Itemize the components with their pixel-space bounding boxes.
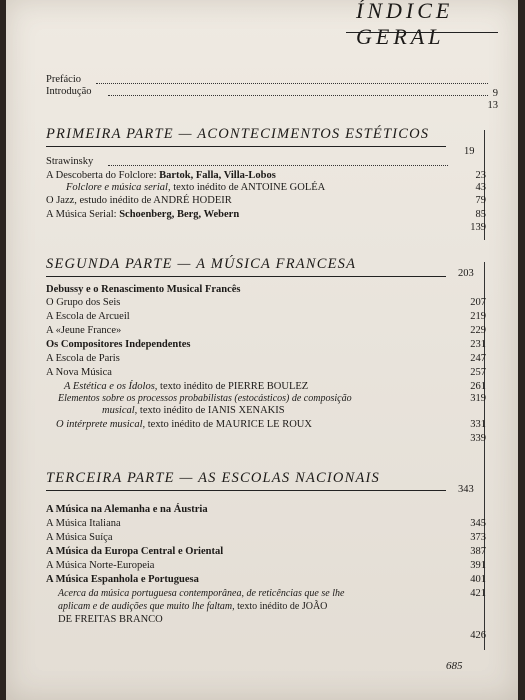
entry-text: Prefácio: [46, 74, 81, 85]
page-number-ref: 85: [475, 209, 486, 220]
entry-text: O Grupo dos Seis: [46, 297, 121, 308]
page-number-ref: 23: [475, 170, 486, 181]
entry-italic-text: aplicam e de audições que muito lhe faltam,: [58, 601, 235, 612]
entry-text: A Música Espanhola e Portuguesa: [46, 574, 199, 585]
entry-bold-text: Bartok, Falla, Villa-Lobos: [159, 170, 276, 181]
toc-entry: [46, 297, 488, 309]
part-heading-segunda: [46, 256, 356, 273]
toc-entry: [58, 614, 488, 626]
page-number-ref: 207: [470, 297, 486, 308]
toc-entry: [46, 560, 488, 572]
page-number-ref: 319: [470, 393, 486, 404]
entry-text: texto inédito de JOÃO: [234, 601, 328, 612]
entry-text: A Escola de Paris: [46, 353, 120, 364]
toc-entry: [46, 195, 488, 207]
toc-entry: [46, 156, 488, 168]
page-number-ref: 257: [470, 367, 486, 378]
title-rule: [346, 32, 498, 33]
entry-italic-text: O intérprete musical,: [56, 419, 146, 430]
page-number-ref: 345: [470, 518, 486, 529]
toc-entry: [58, 393, 488, 405]
toc-entry: [46, 325, 488, 337]
part-page-number: 19: [464, 146, 475, 157]
toc-entry: [46, 284, 488, 296]
entry-italic-text: Folclore e música serial,: [66, 182, 171, 193]
entry-text: texto inédito de ANTOINE GOLÉA: [170, 182, 326, 193]
page-number-ref: 401: [470, 574, 486, 585]
entry-text: A Nova Música: [46, 367, 112, 378]
entry-text: A Música Italiana: [46, 518, 121, 529]
toc-entry: [58, 588, 488, 600]
entry-italic-text: A Estética e os Ídolos,: [64, 381, 158, 392]
entry-text: A Escola de Arcueil: [46, 311, 130, 322]
page-number-ref: 79: [475, 195, 486, 206]
entry-text: texto inédito de IANIS XENAKIS: [137, 405, 285, 416]
page-number-ref: 339: [470, 433, 486, 444]
toc-entry: [102, 405, 488, 417]
entry-text: O Jazz, estudo inédito de ANDRÉ HODEIR: [46, 195, 232, 206]
book-page: [6, 0, 518, 700]
entry-text: A Música na Alemanha e na Áustria: [46, 504, 208, 515]
page-number: 685: [446, 660, 463, 672]
page-number-ref: 373: [470, 532, 486, 543]
part-page-number: 203: [458, 268, 474, 279]
entry-text: texto inédito de MAURICE LE ROUX: [145, 419, 312, 430]
toc-entry-introducao: [46, 86, 488, 98]
part-title: SEGUNDA PARTE — A MÚSICA FRANCESA: [46, 256, 357, 272]
toc-entry: [46, 532, 488, 544]
page-number-ref: 247: [470, 353, 486, 364]
page-number-ref: 387: [470, 546, 486, 557]
toc-entry: [46, 574, 488, 586]
part-rule: [46, 146, 446, 147]
entry-text: A Música da Europa Central e Oriental: [46, 546, 224, 557]
entry-text: A Música Serial:: [46, 209, 120, 220]
leader-dots: [108, 83, 488, 96]
entry-text: Os Compositores Independentes: [46, 339, 191, 350]
toc-entry: [46, 170, 488, 182]
toc-entry: [66, 182, 488, 194]
page-number-ref: 219: [470, 311, 486, 322]
part-title: PRIMEIRA PARTE — ACONTECIMENTOS ESTÉTICOS: [46, 126, 430, 142]
entry-text: A Música Norte-Europeia: [46, 560, 155, 571]
toc-entry: [46, 518, 488, 530]
entry-text: A «Jeune France»: [46, 325, 122, 336]
toc-entry: [46, 353, 488, 365]
page-number-ref: 9: [492, 88, 498, 99]
entry-text: Strawinsky: [46, 156, 94, 167]
page-number-ref: 43: [475, 182, 486, 193]
page-number-ref: 139: [470, 222, 486, 233]
toc-entry: [46, 339, 488, 351]
toc-entry: [46, 209, 488, 221]
entry-italic-text: musical,: [102, 405, 138, 416]
toc-entry: [46, 367, 488, 379]
leader-dots: [108, 153, 448, 166]
entry-bold-text: Schoenberg, Berg, Webern: [119, 209, 240, 220]
entry-italic-text: Elementos sobre os processos probabilistas (estocásticos) de composição: [58, 393, 352, 404]
entry-text: Introdução: [46, 86, 92, 97]
page-number-ref: 229: [470, 325, 486, 336]
part-heading-primeira: [46, 126, 429, 143]
entry-text: A Descoberta do Folclore:: [46, 170, 160, 181]
page-title: ÍNDICE GERAL: [356, 0, 454, 49]
part-rule: [46, 490, 446, 491]
entry-text: Debussy e o Renascimento Musical Francês: [46, 284, 241, 295]
toc-entry: [46, 546, 488, 558]
page-number-ref: 331: [470, 419, 486, 430]
page-number-ref: 231: [470, 339, 486, 350]
toc-entry: [58, 601, 488, 613]
entry-text: texto inédito de PIERRE BOULEZ: [157, 381, 309, 392]
entry-italic-text: Acerca da música portuguesa contemporânea, de reticências que se lhe: [58, 588, 345, 599]
part-heading-terceira: [46, 470, 380, 487]
page-number-ref: 426: [470, 630, 486, 641]
toc-entry: [46, 504, 488, 516]
toc-entry: [56, 419, 488, 431]
part-rule: [46, 276, 446, 277]
entry-text: DE FREITAS BRANCO: [58, 614, 163, 625]
part-page-number: 343: [458, 484, 474, 495]
page-number-ref: 421: [470, 588, 486, 599]
toc-entry: [64, 381, 488, 393]
toc-entry: [46, 311, 488, 323]
page-number-ref: 261: [470, 381, 486, 392]
entry-text: A Música Suíça: [46, 532, 113, 543]
part-title: TERCEIRA PARTE — AS ESCOLAS NACIONAIS: [46, 470, 381, 486]
page-number-ref: 13: [487, 100, 498, 111]
page-number-ref: 391: [470, 560, 486, 571]
